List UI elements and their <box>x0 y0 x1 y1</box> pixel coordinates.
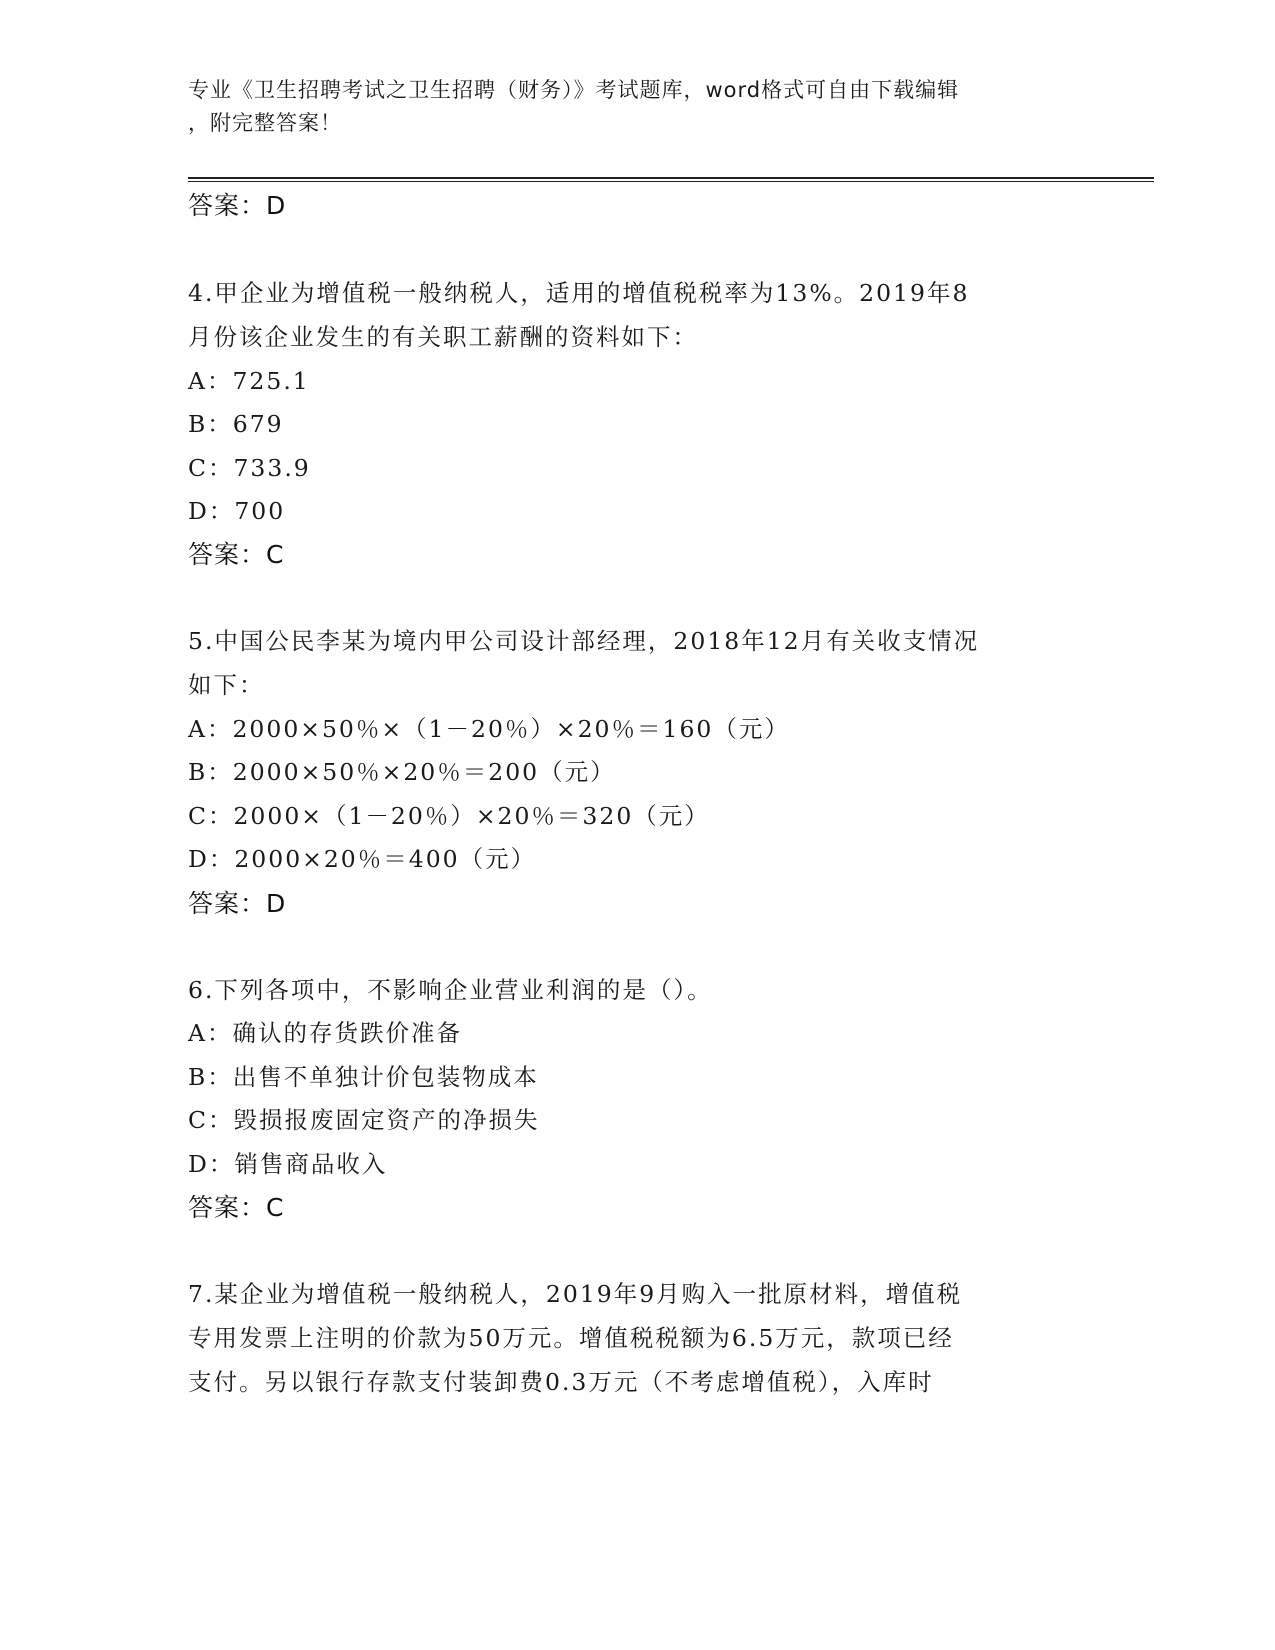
header-line-2: ，附完整答案！ <box>188 111 342 135</box>
q5-option-d: D：2000×20％＝400（元） <box>188 845 537 873</box>
q5-option-c: C：2000×（1－20％）×20％＝320（元） <box>188 802 710 830</box>
q6-option-b: B：出售不单独计价包装物成本 <box>188 1063 539 1091</box>
q6-option-a: A：确认的存货跌价准备 <box>188 1019 462 1047</box>
q4-stem-line-2: 月份该企业发生的有关职工薪酬的资料如下： <box>188 323 698 351</box>
q3-answer: 答案：D <box>188 191 287 220</box>
q4-stem-line-1: 4.甲企业为增值税一般纳税人，适用的增值税税率为13%。2019年8 <box>188 279 970 307</box>
q7-stem-line-2: 专用发票上注明的价款为50万元。增值税税额为6.5万元，款项已经 <box>188 1324 954 1352</box>
q4-option-b: B：679 <box>188 410 284 438</box>
q6-option-d: D：销售商品收入 <box>188 1150 388 1178</box>
q6-stem-line-1: 6.下列各项中，不影响企业营业利润的是（）。 <box>188 976 713 1004</box>
header-divider <box>188 177 1154 179</box>
document-header <box>188 74 1088 140</box>
q6-answer: 答案：C <box>188 1193 285 1222</box>
q4-option-d: D：700 <box>188 497 286 525</box>
header-line-1: 专业《卫生招聘考试之卫生招聘（财务）》考试题库，word格式可自由下载编辑 <box>188 78 960 102</box>
q7-stem-line-3: 支付。另以银行存款支付装卸费0.3万元（不考虑增值税），入库时 <box>188 1368 934 1396</box>
q5-answer: 答案：D <box>188 889 287 918</box>
q4-option-c: C：733.9 <box>188 454 311 482</box>
q4-answer: 答案：C <box>188 540 285 569</box>
q5-stem-line-2: 如下： <box>188 671 265 699</box>
header-divider-thin <box>188 181 1154 182</box>
q5-option-b: B：2000×50％×20％＝200（元） <box>188 758 616 786</box>
q4-option-a: A：725.1 <box>188 367 310 395</box>
q7-stem-line-1: 7.某企业为增值税一般纳税人，2019年9月购入一批原材料，增值税 <box>188 1280 963 1308</box>
q5-option-a: A：2000×50％×（1－20％）×20％＝160（元） <box>188 715 790 743</box>
q6-option-c: C：毁损报废固定资产的净损失 <box>188 1106 540 1134</box>
q5-stem-line-1: 5.中国公民李某为境内甲公司设计部经理，2018年12月有关收支情况 <box>188 627 980 655</box>
